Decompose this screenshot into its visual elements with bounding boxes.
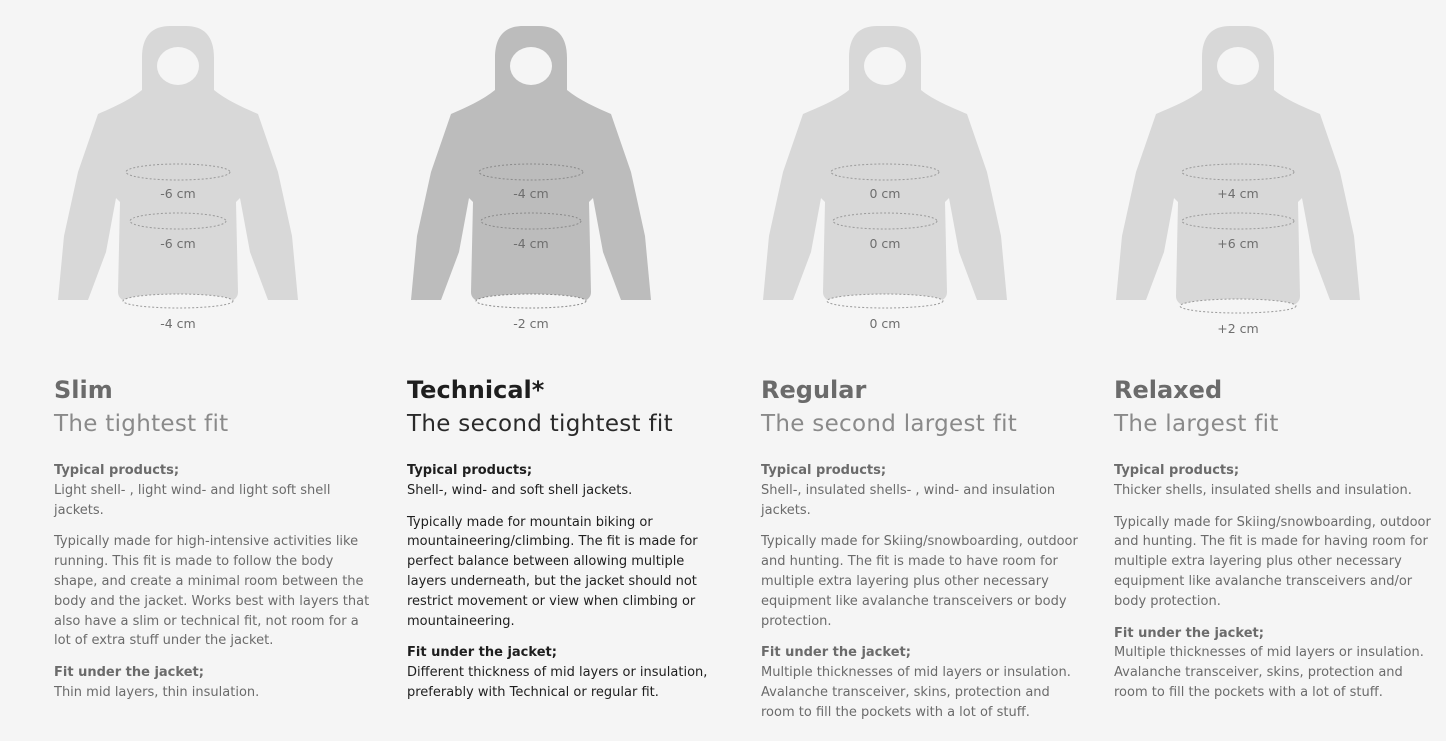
fit-name: Relaxed (1114, 376, 1223, 404)
typical-products-text: Shell-, insulated shells- , wind- and insulation jackets. (761, 482, 1056, 518)
fit-name: Technical* (407, 376, 545, 404)
typical-products-label: Typical products; (761, 463, 887, 478)
typical-products-text: Thicker shells, insulated shells and insulation. (1114, 482, 1412, 498)
measurement-waist: 0 cm (869, 236, 901, 251)
fit-subtitle: The second largest fit (761, 411, 1018, 437)
fit-column-relaxed (1060, 0, 1431, 741)
jacket-figure (36, 22, 320, 342)
fit-subtitle: The largest fit (1114, 411, 1279, 437)
typical-products-label: Typical products; (407, 463, 533, 478)
measurement-hem: +2 cm (1217, 321, 1259, 336)
fit-description (54, 373, 374, 715)
fit-column-technical (353, 0, 706, 741)
typical-products-label: Typical products; (54, 463, 180, 478)
typical-products-label: Typical products; (1114, 463, 1240, 478)
fit-under-text: Multiple thicknesses of mid layers or insulation. Avalanche transceiver, skins, protection and room to fill the pockets with a lot of stuff. (761, 665, 1071, 720)
fit-under-label: Fit under the jacket; (1114, 625, 1264, 641)
fit-name: Slim (54, 376, 113, 404)
fit-description (761, 373, 1081, 735)
measurement-chest: -4 cm (513, 186, 549, 201)
jacket-figure (1096, 22, 1380, 342)
fit-under-text: Different thickness of mid layers or insulation, preferably with Technical or regular fit. (407, 665, 708, 700)
measurement-hem: -4 cm (160, 316, 196, 331)
face-opening (510, 47, 552, 85)
fit-usage-text: Typically made for Skiing/snowboarding, outdoor and hunting. The fit is made to have room for multiple extra layering plus other necessary equipment like avalanche transceivers or body protection. (761, 534, 1078, 629)
typical-products-text: Shell-, wind- and soft shell jackets. (407, 482, 633, 498)
fit-under-text: Thin mid layers, thin insulation. (54, 684, 260, 700)
fit-usage-text: Typically made for high-intensive activities like running. This fit is made to follow the body shape, and create a minimal room between the body and the jacket. Works best with layers that also have a slim or technical fit, not room for a lot of extra stuff under the jacket. (54, 534, 370, 649)
measurement-hem: 0 cm (869, 316, 901, 331)
fit-under-label: Fit under the jacket; (761, 645, 911, 661)
fit-subtitle: The tightest fit (54, 411, 229, 437)
measurement-waist: -4 cm (513, 236, 549, 251)
face-opening (1217, 47, 1259, 85)
fit-subtitle: The second tightest fit (407, 411, 673, 437)
fit-under-text: Multiple thicknesses of mid layers or insulation. Avalanche transceiver, skins, protection and room to fill the pockets with a lot of stuff. (1114, 645, 1424, 700)
typical-products-text: Light shell- , light wind- and light soft shell jackets. (54, 482, 331, 518)
girth-ring-hem (476, 294, 586, 308)
fit-column-slim (0, 0, 370, 741)
girth-ring-hem (827, 294, 943, 308)
face-opening (157, 47, 199, 85)
girth-ring-hem (1180, 299, 1296, 313)
measurement-chest: +4 cm (1217, 186, 1259, 201)
measurement-hem: -2 cm (513, 316, 549, 331)
measurement-chest: -6 cm (160, 186, 196, 201)
jacket-figure (743, 22, 1027, 342)
measurement-waist: -6 cm (160, 236, 196, 251)
fit-column-regular (707, 0, 1078, 741)
measurement-chest: 0 cm (869, 186, 901, 201)
face-opening (864, 47, 906, 85)
fit-name: Regular (761, 376, 867, 404)
girth-ring-hem (123, 294, 233, 308)
fit-description (407, 373, 727, 715)
fit-usage-text: Typically made for mountain biking or mountaineering/climbing. The fit is made for perfect balance between allowing multiple layers underneath, but the jacket should not restrict movement or view when climbing or mountaineering. (407, 514, 698, 629)
measurement-waist: +6 cm (1217, 236, 1259, 251)
fit-under-label: Fit under the jacket; (407, 645, 557, 661)
fit-usage-text: Typically made for Skiing/snowboarding, outdoor and hunting. The fit is made for having room for multiple extra layering plus other necessary equipment like avalanche transceivers and/or body protection. (1114, 514, 1431, 609)
fit-under-label: Fit under the jacket; (54, 665, 204, 681)
jacket-figure (389, 22, 673, 342)
fit-description (1114, 373, 1434, 715)
